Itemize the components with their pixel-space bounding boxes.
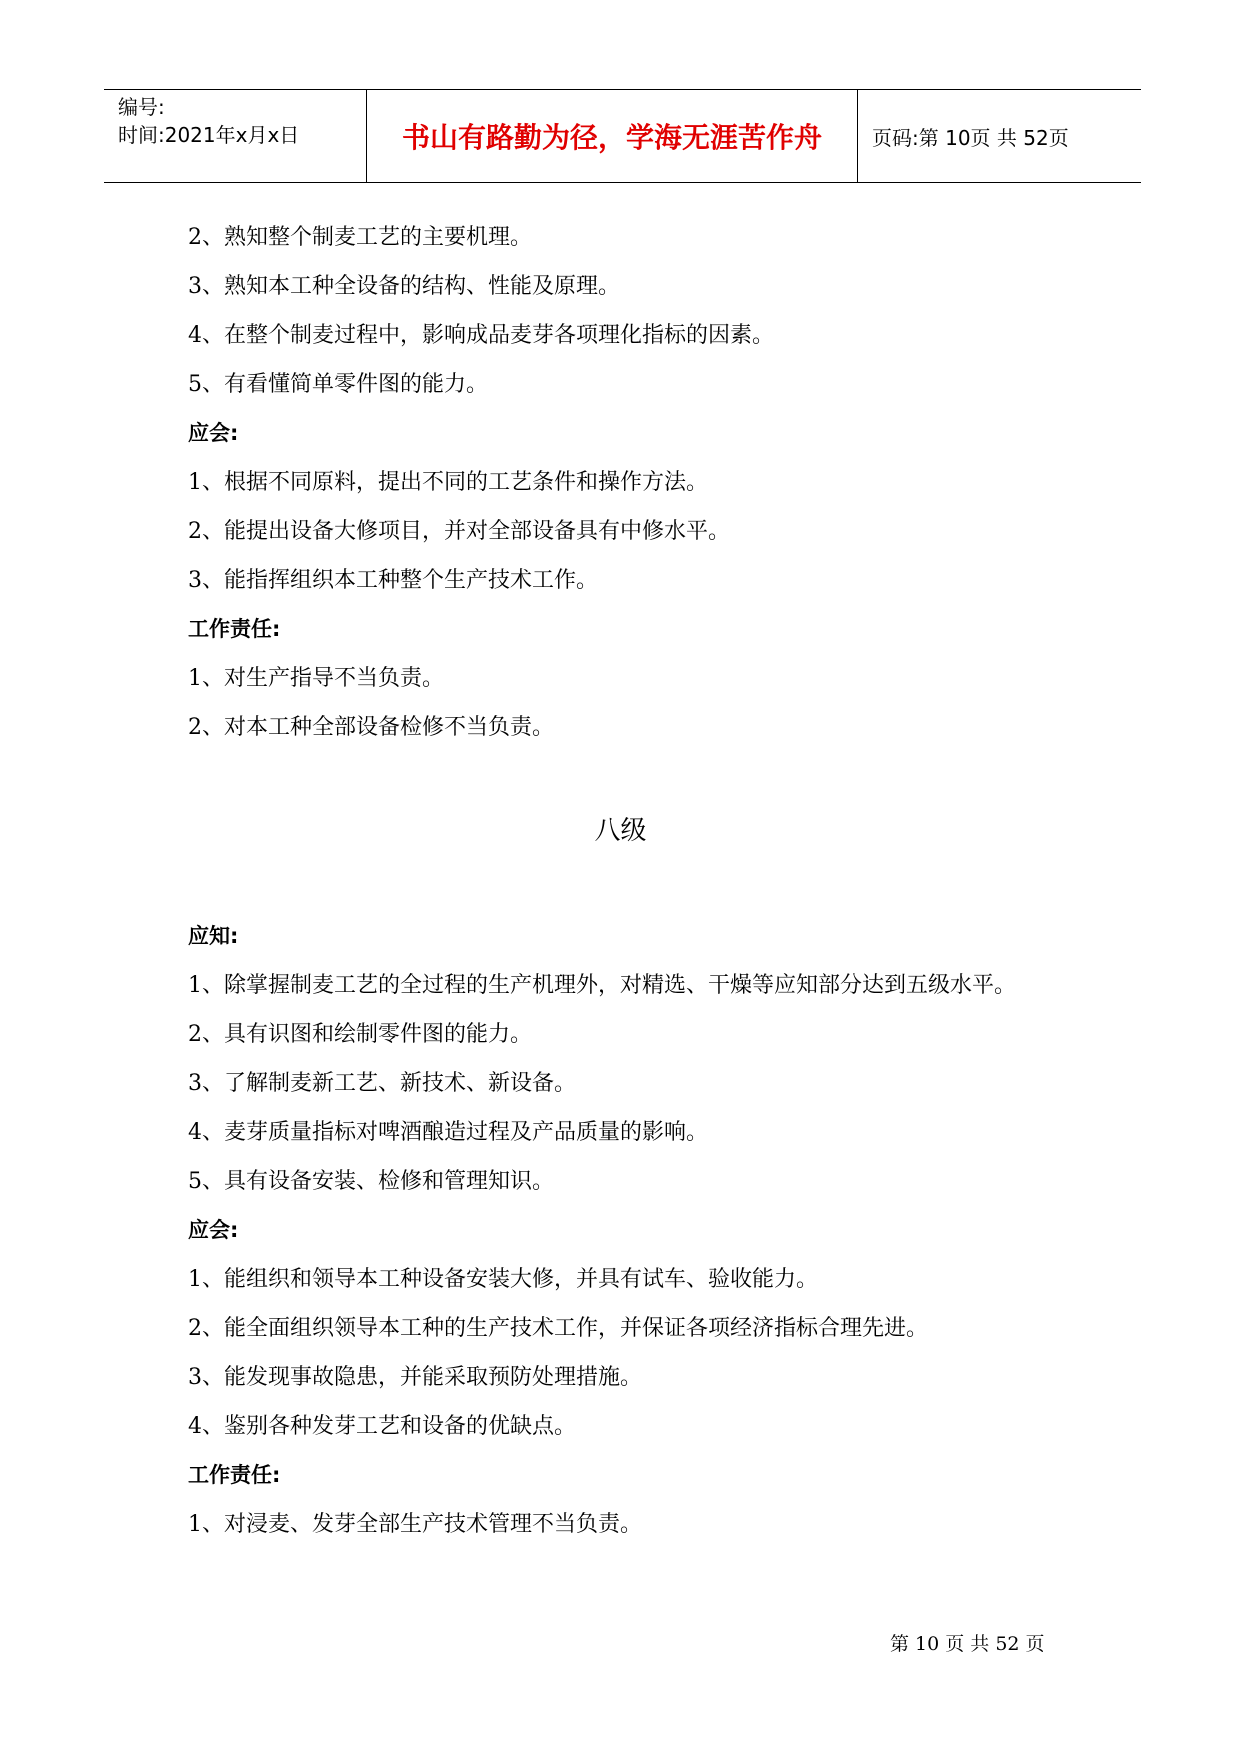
time-label: 时间:2021年x月x日 [118, 123, 300, 147]
document-body-level-8 [188, 912, 1068, 1549]
skill-item: 3、能发现事故隐患，并能采取预防处理措施。 [188, 1365, 642, 1390]
skill-item: 4、鉴别各种发芽工艺和设备的优缺点。 [188, 1414, 576, 1439]
know-item: 3、熟知本工种全设备的结构、性能及原理。 [188, 274, 620, 299]
know-item: 1、除掌握制麦工艺的全过程的生产机理外，对精选、干燥等应知部分达到五级水平。 [188, 973, 1016, 998]
skill-item: 2、能全面组织领导本工种的生产技术工作，并保证各项经济指标合理先进。 [188, 1316, 928, 1341]
know-item: 3、了解制麦新工艺、新技术、新设备。 [188, 1071, 576, 1096]
know-item: 2、熟知整个制麦工艺的主要机理。 [188, 225, 532, 250]
know-item: 5、有看懂简单零件图的能力。 [188, 372, 488, 397]
header-page-info: 页码:第 10页 共 52页 [872, 125, 1069, 150]
page-footer: 第 10 页 共 52 页 [890, 1633, 1045, 1655]
document-body [188, 213, 1068, 752]
skill-heading: 应会: [188, 421, 239, 445]
duty-heading: 工作责任: [188, 617, 281, 641]
know-item: 4、在整个制麦过程中，影响成品麦芽各项理化指标的因素。 [188, 323, 774, 348]
duty-item: 1、对生产指导不当负责。 [188, 666, 444, 691]
skill-heading: 应会: [188, 1218, 239, 1242]
know-item: 4、麦芽质量指标对啤酒酿造过程及产品质量的影响。 [188, 1120, 708, 1145]
level-title: 八级 [594, 816, 647, 846]
number-label: 编号: [118, 95, 165, 119]
duty-item: 1、对浸麦、发芽全部生产技术管理不当负责。 [188, 1512, 642, 1537]
duty-item: 2、对本工种全部设备检修不当负责。 [188, 715, 554, 740]
skill-item: 2、能提出设备大修项目，并对全部设备具有中修水平。 [188, 519, 730, 544]
header-meta [104, 90, 367, 182]
duty-heading: 工作责任: [188, 1463, 281, 1487]
skill-item: 1、根据不同原料，提出不同的工艺条件和操作方法。 [188, 470, 708, 495]
know-heading: 应知: [188, 924, 239, 948]
know-item: 2、具有识图和绘制零件图的能力。 [188, 1022, 532, 1047]
skill-item: 3、能指挥组织本工种整个生产技术工作。 [188, 568, 598, 593]
header-motto: 书山有路勤为径，学海无涯苦作舟 [367, 90, 858, 182]
know-item: 5、具有设备安装、检修和管理知识。 [188, 1169, 554, 1194]
page-header [104, 89, 1141, 183]
skill-item: 1、能组织和领导本工种设备安装大修，并具有试车、验收能力。 [188, 1267, 818, 1292]
